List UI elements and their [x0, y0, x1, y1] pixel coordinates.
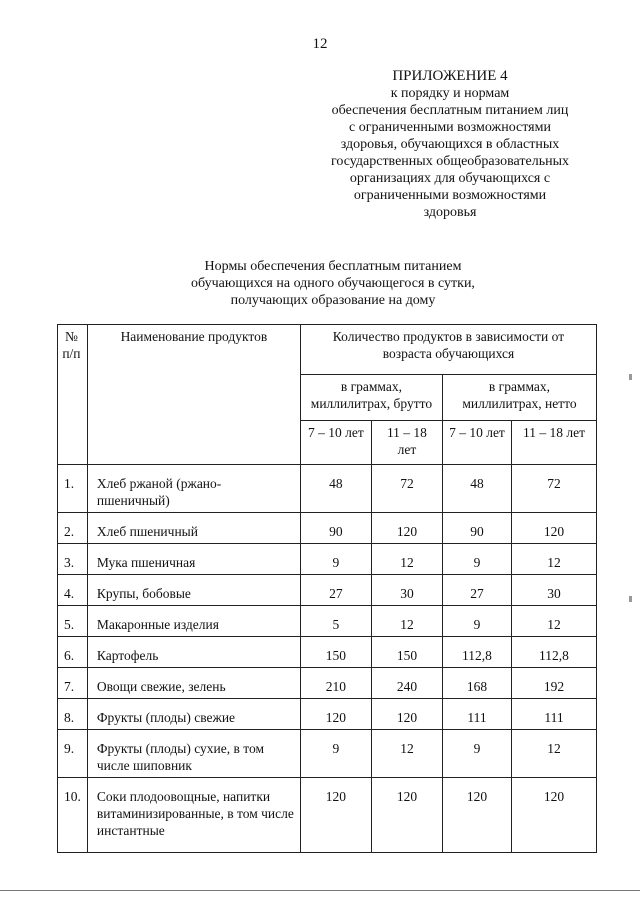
scan-mark — [629, 374, 632, 380]
value-gross-11-18: 120 — [371, 778, 442, 853]
appendix-line: с ограниченными возможностями — [349, 120, 551, 135]
value-net-11-18: 192 — [511, 668, 596, 699]
value-net-11-18: 72 — [511, 465, 596, 513]
value-gross-7-10: 120 — [300, 699, 371, 730]
header-net: в граммах, миллилитрах, нетто — [442, 375, 596, 421]
value-net-11-18: 111 — [511, 699, 596, 730]
value-gross-7-10: 5 — [300, 606, 371, 637]
table-row — [58, 465, 597, 513]
value-gross-11-18: 120 — [371, 513, 442, 544]
value-gross-7-10: 9 — [300, 730, 371, 778]
value-gross-11-18: 12 — [371, 606, 442, 637]
value-gross-11-18: 12 — [371, 730, 442, 778]
value-net-11-18: 120 — [511, 778, 596, 853]
appendix-line: государственных общеобразовательных — [331, 154, 569, 169]
table-row — [58, 544, 597, 575]
value-net-11-18: 30 — [511, 575, 596, 606]
appendix-heading: ПРИЛОЖЕНИЕ 4 — [392, 68, 508, 84]
header-age: 11 – 18 лет — [371, 421, 442, 465]
table-header-row — [58, 325, 597, 375]
row-number: 9. — [58, 730, 88, 778]
header-age: 7 – 10 лет — [300, 421, 371, 465]
value-net-11-18: 120 — [511, 513, 596, 544]
value-net-11-18: 112,8 — [511, 637, 596, 668]
row-number: 1. — [58, 465, 88, 513]
product-name: Картофель — [87, 637, 300, 668]
product-name: Соки плодоовощные, напитки витаминизированные, в том числе инстантные — [87, 778, 300, 853]
row-number: 2. — [58, 513, 88, 544]
appendix-line: к порядку и нормам — [390, 86, 510, 101]
product-name: Хлеб ржаной (ржано-пшеничный) — [87, 465, 300, 513]
product-name: Хлеб пшеничный — [87, 513, 300, 544]
product-name: Крупы, бобовые — [87, 575, 300, 606]
value-gross-7-10: 48 — [300, 465, 371, 513]
row-number: 10. — [58, 778, 88, 853]
value-gross-7-10: 90 — [300, 513, 371, 544]
value-net-7-10: 9 — [442, 730, 511, 778]
title-line: Нормы обеспечения бесплатным питанием — [204, 259, 462, 274]
row-number: 8. — [58, 699, 88, 730]
table-row — [58, 513, 597, 544]
value-net-7-10: 120 — [442, 778, 511, 853]
value-gross-7-10: 210 — [300, 668, 371, 699]
header-quantity: Количество продуктов в зависимости от возраста обучающихся — [300, 325, 596, 375]
table-row — [58, 778, 597, 853]
table-row — [58, 606, 597, 637]
table-row — [58, 699, 597, 730]
appendix-line: здоровья, обучающихся в областных — [340, 137, 560, 152]
value-net-11-18: 12 — [511, 606, 596, 637]
row-number: 5. — [58, 606, 88, 637]
appendix-line: здоровья — [423, 205, 477, 220]
value-net-7-10: 27 — [442, 575, 511, 606]
value-gross-11-18: 72 — [371, 465, 442, 513]
value-net-7-10: 9 — [442, 544, 511, 575]
appendix-block — [305, 68, 595, 221]
value-gross-7-10: 120 — [300, 778, 371, 853]
value-gross-11-18: 30 — [371, 575, 442, 606]
value-gross-11-18: 120 — [371, 699, 442, 730]
appendix-line: организациях для обучающихся с — [349, 171, 551, 186]
scan-mark — [629, 596, 632, 602]
product-name: Макаронные изделия — [87, 606, 300, 637]
value-gross-11-18: 240 — [371, 668, 442, 699]
title-line: обучающихся на одного обучающегося в сутки, — [191, 276, 475, 291]
header-age: 7 – 10 лет — [442, 421, 511, 465]
table-row — [58, 637, 597, 668]
product-name: Овощи свежие, зелень — [87, 668, 300, 699]
value-net-7-10: 48 — [442, 465, 511, 513]
value-gross-7-10: 150 — [300, 637, 371, 668]
document-title — [0, 258, 640, 309]
value-net-11-18: 12 — [511, 544, 596, 575]
header-age: 11 – 18 лет — [511, 421, 596, 465]
value-gross-7-10: 9 — [300, 544, 371, 575]
value-gross-11-18: 12 — [371, 544, 442, 575]
value-net-11-18: 12 — [511, 730, 596, 778]
table-row — [58, 668, 597, 699]
header-number: № п/п — [58, 325, 88, 465]
header-gross: в граммах, миллилитрах, брутто — [300, 375, 442, 421]
norms-table — [57, 324, 597, 853]
value-net-7-10: 9 — [442, 606, 511, 637]
row-number: 6. — [58, 637, 88, 668]
row-number: 7. — [58, 668, 88, 699]
row-number: 3. — [58, 544, 88, 575]
product-name: Мука пшеничная — [87, 544, 300, 575]
row-number: 4. — [58, 575, 88, 606]
footer-rule — [0, 890, 640, 891]
header-name: Наименование продуктов — [87, 325, 300, 465]
table-row — [58, 575, 597, 606]
table-row — [58, 730, 597, 778]
product-name: Фрукты (плоды) сухие, в том числе шиповник — [87, 730, 300, 778]
appendix-line: ограниченными возможностями — [353, 188, 547, 203]
value-net-7-10: 90 — [442, 513, 511, 544]
value-gross-11-18: 150 — [371, 637, 442, 668]
title-line: получающих образование на дому — [230, 293, 436, 308]
page-number: 12 — [312, 36, 328, 52]
value-net-7-10: 112,8 — [442, 637, 511, 668]
value-gross-7-10: 27 — [300, 575, 371, 606]
product-name: Фрукты (плоды) свежие — [87, 699, 300, 730]
appendix-line: обеспечения бесплатным питанием лиц — [331, 103, 569, 118]
value-net-7-10: 111 — [442, 699, 511, 730]
value-net-7-10: 168 — [442, 668, 511, 699]
